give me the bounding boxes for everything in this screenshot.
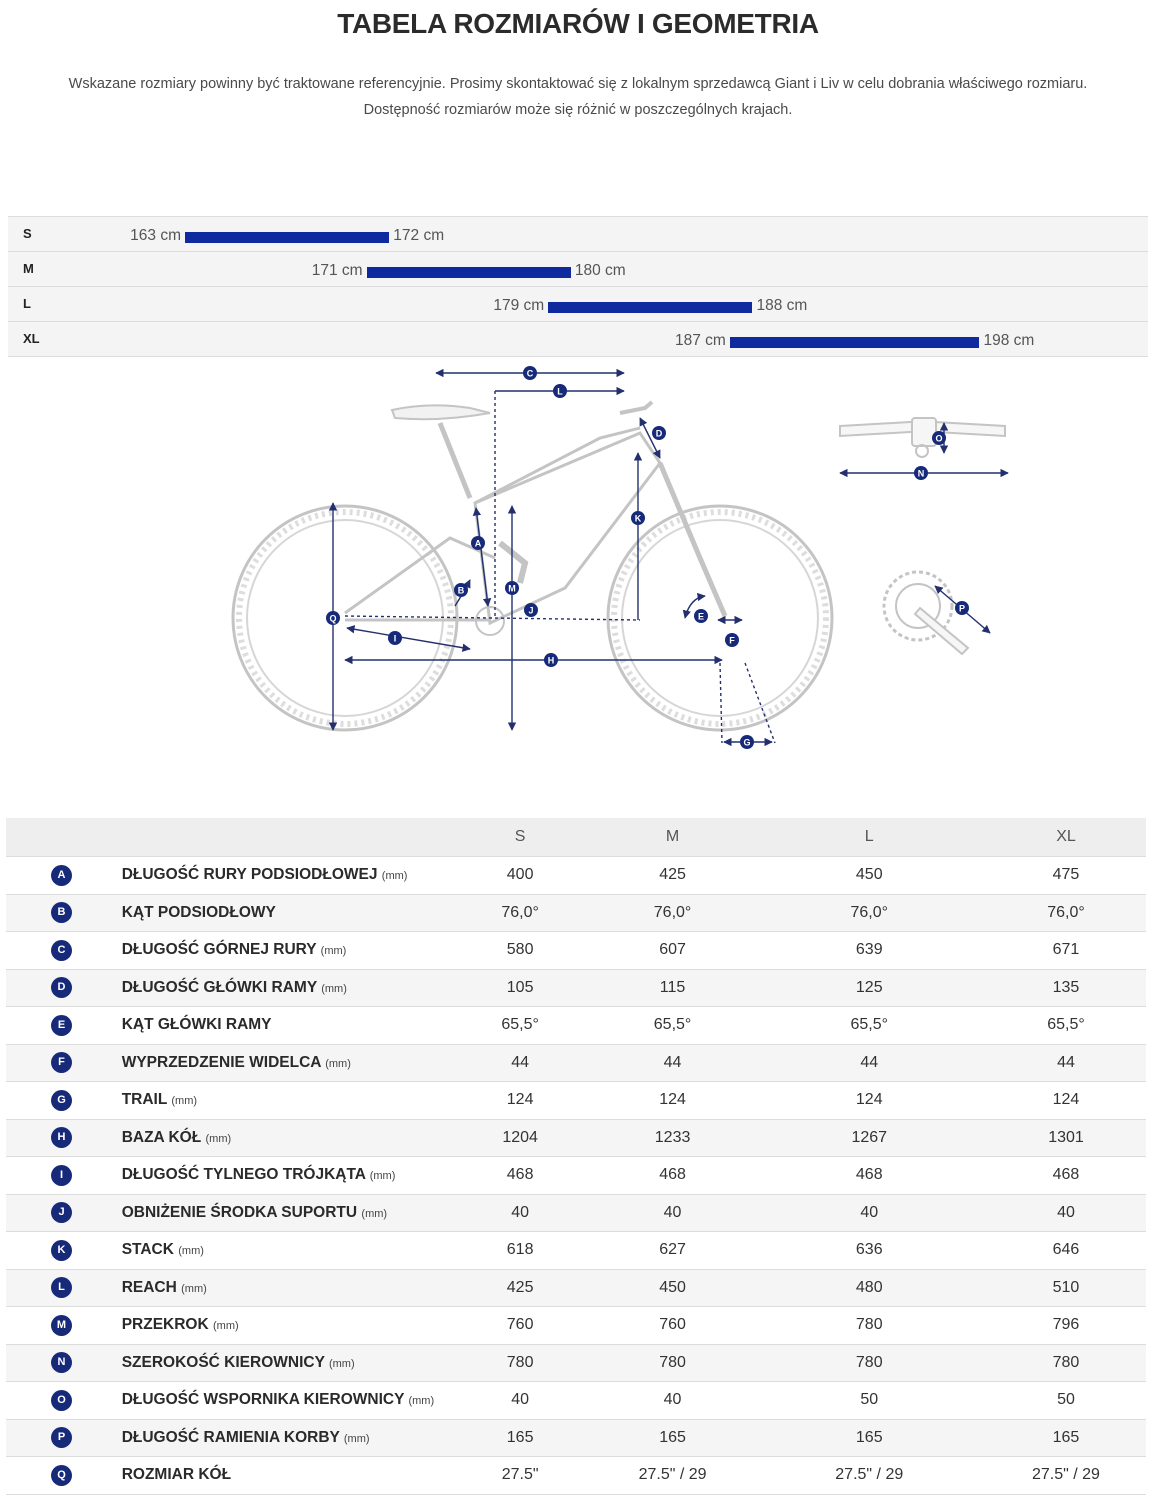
row-name <box>122 1157 448 1195</box>
range-row-s <box>8 217 1148 252</box>
row-unit: (mm) <box>320 945 347 958</box>
row-value-xl: 671 <box>986 932 1146 970</box>
row-value-xl: 1301 <box>986 1119 1146 1157</box>
row-badge: H <box>51 1127 72 1148</box>
row-value-xl: 65,5° <box>986 1007 1146 1045</box>
row-unit: (mm) <box>408 1395 435 1408</box>
row-value-l: 165 <box>753 1419 986 1457</box>
row-value-l: 125 <box>753 969 986 1007</box>
row-badge-cell <box>6 932 122 970</box>
range-row-xl <box>8 322 1148 357</box>
header-name-col <box>122 818 448 857</box>
row-value-xl: 124 <box>986 1082 1146 1120</box>
row-value-xl: 76,0° <box>986 894 1146 932</box>
table-header-row <box>6 818 1146 857</box>
row-value-l: 40 <box>753 1194 986 1232</box>
row-name-text: KĄT PODSIODŁOWY <box>121 903 276 921</box>
intro-line-2: Dostępność rozmiarów może się różnić w poszczególnych krajach. <box>363 102 793 118</box>
row-value-s: 425 <box>448 1269 593 1307</box>
stem-top-view <box>912 418 936 446</box>
row-value-l: 50 <box>753 1382 986 1420</box>
row-badge-cell <box>6 1157 122 1195</box>
row-name <box>122 1307 448 1345</box>
row-name-text: OBNIŻENIE ŚRODKA SUPORTU <box>121 1203 358 1221</box>
row-value-m: 760 <box>593 1307 753 1345</box>
table-row <box>6 894 1146 932</box>
diagram-letter-n: N <box>917 468 925 479</box>
row-value-s: 165 <box>448 1419 593 1457</box>
row-value-s: 618 <box>448 1232 593 1270</box>
row-badge-cell <box>6 1457 122 1495</box>
row-value-s: 780 <box>448 1344 593 1382</box>
row-badge-cell <box>6 969 122 1007</box>
table-row <box>6 1232 1146 1270</box>
row-value-m: 27.5" / 29 <box>593 1457 753 1495</box>
row-value-l: 65,5° <box>753 1007 986 1045</box>
header-badge-col <box>6 818 122 857</box>
row-name <box>122 894 448 932</box>
row-unit: (mm) <box>369 1170 396 1183</box>
diagram-letter-q: Q <box>329 613 337 624</box>
intro-text <box>0 71 1156 123</box>
row-name <box>122 1269 448 1307</box>
diagram-letter-m: M <box>508 583 516 594</box>
range-size-label: M <box>23 261 34 276</box>
row-name <box>122 1007 448 1045</box>
table-row <box>6 932 1146 970</box>
row-value-m: 607 <box>593 932 753 970</box>
row-value-m: 40 <box>593 1194 753 1232</box>
row-unit: (mm) <box>205 1132 232 1145</box>
range-min: 171 cm <box>311 262 363 279</box>
row-value-l: 44 <box>753 1044 986 1082</box>
header-size-xl: XL <box>986 818 1146 857</box>
row-value-s: 44 <box>448 1044 593 1082</box>
row-value-l: 636 <box>753 1232 986 1270</box>
row-badge: A <box>51 865 72 886</box>
table-row <box>6 1082 1146 1120</box>
row-badge-cell <box>6 1419 122 1457</box>
row-value-s: 400 <box>448 857 593 895</box>
row-unit: (mm) <box>213 1320 239 1333</box>
table-row <box>6 1044 1146 1082</box>
frame-top-tube <box>475 428 640 503</box>
table-row <box>6 1419 1146 1457</box>
row-value-xl: 27.5" / 29 <box>986 1457 1146 1495</box>
diagram-letter-j: J <box>528 605 534 616</box>
row-value-m: 44 <box>593 1044 753 1082</box>
diagram-letter-o: O <box>935 433 943 444</box>
range-max: 172 cm <box>393 227 445 244</box>
table-row <box>6 857 1146 895</box>
row-name <box>122 1419 448 1457</box>
row-unit: (mm) <box>325 1057 351 1070</box>
row-name <box>122 969 448 1007</box>
front-tire-inner <box>622 520 818 716</box>
rear-stays <box>345 538 495 620</box>
row-name <box>122 1194 448 1232</box>
row-value-s: 40 <box>448 1194 593 1232</box>
diagram-letter-f: F <box>729 635 735 646</box>
row-value-xl: 475 <box>986 857 1146 895</box>
row-value-xl: 40 <box>986 1194 1146 1232</box>
row-badge: J <box>51 1202 72 1223</box>
row-name-text: DŁUGOŚĆ RURY PODSIODŁOWEJ <box>121 866 378 884</box>
header-size-s: S <box>448 818 593 857</box>
row-value-xl: 165 <box>986 1419 1146 1457</box>
rider-height-ranges <box>8 216 1148 357</box>
diagram-letter-d: D <box>655 428 663 439</box>
row-name <box>122 857 448 895</box>
row-name <box>122 1457 448 1495</box>
diagram-letter-g: G <box>743 737 751 748</box>
row-unit: (mm) <box>361 1207 388 1220</box>
diagram-letter-i: I <box>393 633 397 644</box>
row-value-s: 468 <box>448 1157 593 1195</box>
table-row <box>6 969 1146 1007</box>
row-name-text: KĄT GŁÓWKI RAMY <box>121 1016 272 1034</box>
diagram-letter-l: L <box>557 386 563 397</box>
stem-bar <box>620 402 652 413</box>
row-badge: N <box>51 1352 72 1373</box>
row-badge-cell <box>6 1194 122 1232</box>
row-badge: P <box>51 1427 72 1448</box>
row-value-s: 76,0° <box>448 894 593 932</box>
row-unit: (mm) <box>321 982 347 995</box>
rear-tire-tread <box>239 512 451 724</box>
diagram-letter-e: E <box>697 611 705 622</box>
row-name-text: DŁUGOŚĆ TYLNEGO TRÓJKĄTA <box>121 1166 366 1184</box>
range-row-m <box>8 252 1148 287</box>
diagram-letter-b: B <box>457 585 465 596</box>
row-badge: C <box>51 940 72 961</box>
row-badge-cell <box>6 1082 122 1120</box>
row-badge-cell <box>6 1232 122 1270</box>
seat-tube <box>440 423 470 498</box>
row-value-l: 780 <box>753 1307 986 1345</box>
row-value-m: 1233 <box>593 1119 753 1157</box>
row-value-xl: 44 <box>986 1044 1146 1082</box>
row-badge: Q <box>51 1465 72 1486</box>
table-row <box>6 1269 1146 1307</box>
row-value-s: 580 <box>448 932 593 970</box>
table-row <box>6 1119 1146 1157</box>
row-name-text: STACK <box>121 1241 174 1259</box>
row-value-xl: 510 <box>986 1269 1146 1307</box>
row-value-s: 760 <box>448 1307 593 1345</box>
row-badge: F <box>51 1052 72 1073</box>
row-value-l: 27.5" / 29 <box>753 1457 986 1495</box>
table-row <box>6 1344 1146 1382</box>
range-bar <box>730 337 980 348</box>
header-size-m: M <box>593 818 753 857</box>
range-max: 180 cm <box>574 262 626 279</box>
diagram-letter-h: H <box>547 655 555 666</box>
row-value-xl: 780 <box>986 1344 1146 1382</box>
row-badge-cell <box>6 1119 122 1157</box>
table-row <box>6 1007 1146 1045</box>
diagram-letter-c: C <box>526 368 534 379</box>
range-bar <box>367 267 571 278</box>
row-value-l: 76,0° <box>753 894 986 932</box>
table-row <box>6 1307 1146 1345</box>
row-badge-cell <box>6 1007 122 1045</box>
row-badge: I <box>51 1165 72 1186</box>
row-value-l: 450 <box>753 857 986 895</box>
range-row-l <box>8 287 1148 322</box>
header-size-l: L <box>753 818 986 857</box>
row-value-s: 105 <box>448 969 593 1007</box>
row-name-text: WYPRZEDZENIE WIDELCA <box>121 1053 321 1071</box>
page-title: TABELA ROZMIARÓW I GEOMETRIA <box>337 8 819 39</box>
row-value-xl: 796 <box>986 1307 1146 1345</box>
row-unit: (mm) <box>178 1245 204 1258</box>
front-tire-tread <box>614 512 826 724</box>
row-name <box>122 932 448 970</box>
row-badge-cell <box>6 1382 122 1420</box>
row-name <box>122 1082 448 1120</box>
rear-tire <box>233 506 457 730</box>
row-name-text: SZEROKOŚĆ KIEROWNICY <box>121 1353 325 1371</box>
table-row <box>6 1382 1146 1420</box>
diagram-letter-a: A <box>474 538 482 549</box>
range-max: 198 cm <box>983 332 1035 349</box>
bike-geometry-diagram <box>0 358 1156 798</box>
row-value-l: 480 <box>753 1269 986 1307</box>
row-name-text: ROZMIAR KÓŁ <box>121 1466 232 1484</box>
row-value-m: 780 <box>593 1344 753 1382</box>
row-badge-cell <box>6 1269 122 1307</box>
row-badge: L <box>51 1277 72 1298</box>
row-unit: (mm) <box>381 870 408 883</box>
row-badge: O <box>51 1390 72 1411</box>
range-min: 179 cm <box>493 297 545 314</box>
row-badge: M <box>51 1315 72 1336</box>
crank-arm <box>915 608 968 654</box>
row-name-text: DŁUGOŚĆ GŁÓWKI RAMY <box>121 978 317 996</box>
row-unit: (mm) <box>171 1095 198 1108</box>
row-name <box>122 1119 448 1157</box>
table-row <box>6 1157 1146 1195</box>
row-name-text: REACH <box>121 1278 177 1296</box>
front-tire <box>608 506 832 730</box>
diagram-letter-k: K <box>634 513 642 524</box>
row-value-m: 115 <box>593 969 753 1007</box>
row-name-text: PRZEKROK <box>121 1316 209 1334</box>
table-row <box>6 1194 1146 1232</box>
row-name <box>122 1382 448 1420</box>
row-badge-cell <box>6 1307 122 1345</box>
row-badge-cell <box>6 857 122 895</box>
range-size-label: XL <box>23 331 40 346</box>
fork <box>660 463 725 616</box>
range-bar <box>548 302 752 313</box>
frame-front-triangle <box>475 433 660 623</box>
row-value-l: 468 <box>753 1157 986 1195</box>
intro-line-1: Wskazane rozmiary powinny być traktowane referencyjnie. Prosimy skontaktować się z lokalnym sprzedawcą Giant i Liv w celu dobrania właściwego rozmiaru. <box>68 76 1088 92</box>
range-bar <box>185 232 389 243</box>
geometry-table <box>6 818 1146 1495</box>
bike-drawing <box>233 402 1005 730</box>
row-value-m: 76,0° <box>593 894 753 932</box>
row-name-text: DŁUGOŚĆ GÓRNEJ RURY <box>121 941 317 959</box>
row-value-s: 27.5" <box>448 1457 593 1495</box>
row-value-s: 1204 <box>448 1119 593 1157</box>
range-size-label: S <box>23 226 32 241</box>
row-value-m: 425 <box>593 857 753 895</box>
row-name <box>122 1044 448 1082</box>
row-value-m: 468 <box>593 1157 753 1195</box>
row-badge: G <box>51 1090 72 1111</box>
row-name <box>122 1344 448 1382</box>
row-value-s: 40 <box>448 1382 593 1420</box>
range-max: 188 cm <box>756 297 808 314</box>
row-value-xl: 468 <box>986 1157 1146 1195</box>
row-value-m: 124 <box>593 1082 753 1120</box>
row-value-xl: 646 <box>986 1232 1146 1270</box>
row-value-m: 40 <box>593 1382 753 1420</box>
row-name-text: DŁUGOŚĆ RAMIENIA KORBY <box>121 1428 340 1446</box>
row-badge-cell <box>6 1344 122 1382</box>
row-name-text: TRAIL <box>121 1091 168 1109</box>
rear-tire-inner <box>247 520 443 716</box>
row-badge: D <box>51 977 72 998</box>
row-name-text: DŁUGOŚĆ WSPORNIKA KIEROWNICY <box>121 1391 405 1409</box>
row-value-l: 780 <box>753 1344 986 1382</box>
row-value-s: 124 <box>448 1082 593 1120</box>
dim-a <box>476 508 488 606</box>
row-name-text: BAZA KÓŁ <box>121 1128 202 1146</box>
table-row <box>6 1457 1146 1495</box>
row-unit: (mm) <box>181 1282 207 1295</box>
diagram-letter-p: P <box>958 603 966 614</box>
row-value-m: 450 <box>593 1269 753 1307</box>
row-name <box>122 1232 448 1270</box>
row-badge-cell <box>6 894 122 932</box>
row-value-l: 124 <box>753 1082 986 1120</box>
row-value-m: 627 <box>593 1232 753 1270</box>
dim-i <box>347 628 470 649</box>
row-value-l: 639 <box>753 932 986 970</box>
range-min: 187 cm <box>674 332 726 349</box>
row-badge: B <box>51 902 72 923</box>
row-value-m: 65,5° <box>593 1007 753 1045</box>
row-value-s: 65,5° <box>448 1007 593 1045</box>
row-unit: (mm) <box>328 1357 355 1370</box>
row-badge: K <box>51 1240 72 1261</box>
row-badge-cell <box>6 1044 122 1082</box>
row-unit: (mm) <box>343 1432 370 1445</box>
saddle <box>392 405 490 419</box>
range-min: 163 cm <box>130 227 181 244</box>
row-value-l: 1267 <box>753 1119 986 1157</box>
row-value-m: 165 <box>593 1419 753 1457</box>
row-value-xl: 50 <box>986 1382 1146 1420</box>
row-badge: E <box>51 1015 72 1036</box>
row-value-xl: 135 <box>986 969 1146 1007</box>
range-size-label: L <box>23 296 31 311</box>
